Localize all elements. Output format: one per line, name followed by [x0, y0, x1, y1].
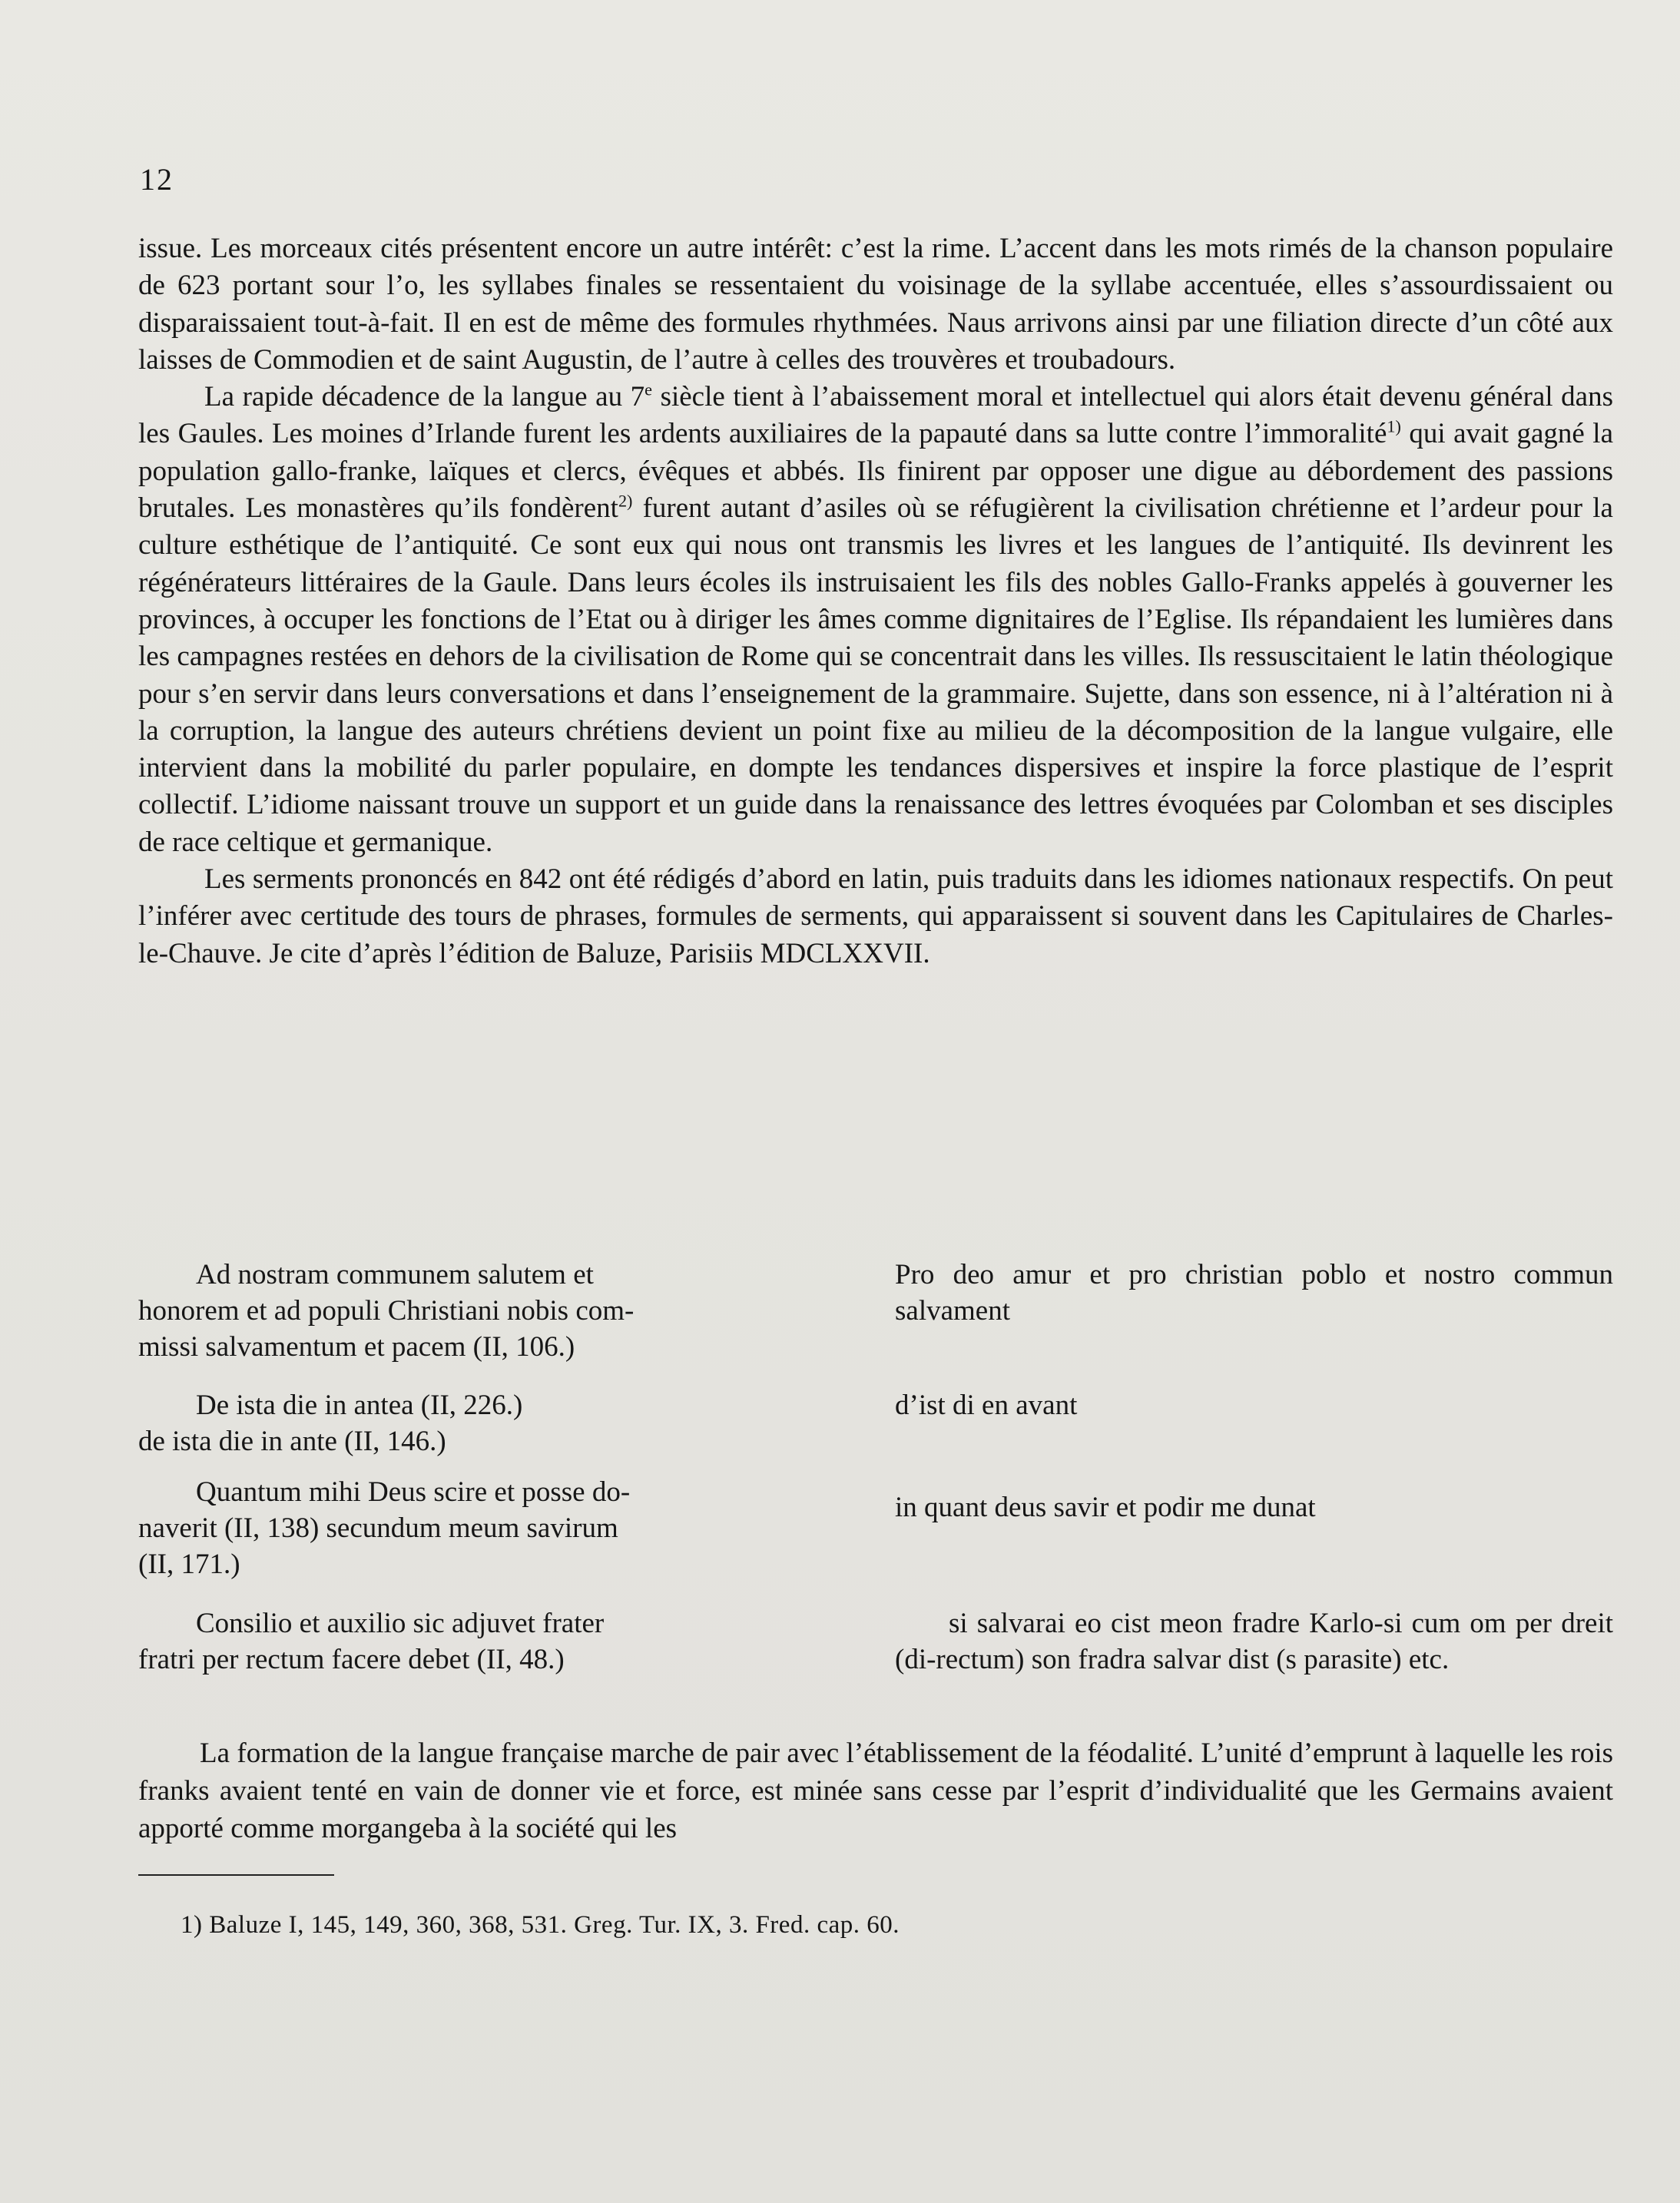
latin-line: honorem et ad populi Christiani nobis com-	[138, 1295, 635, 1327]
page-number: 12	[140, 162, 174, 197]
footnote-divider	[138, 1874, 334, 1876]
superscript: e	[644, 379, 652, 399]
text-segment: siècle tient à l’abaissement moral et intellectuel qui alors était devenu général dans les Gaules. Les moines d’Irlande furent les ardents auxiliaires de la papauté dans sa lutte contre l’immoralité	[138, 381, 1613, 450]
footnote-ref: 1)	[1387, 417, 1401, 437]
latin-line: De ista die in antea (II, 226.)	[196, 1390, 523, 1421]
main-text	[138, 230, 1613, 972]
latin-column	[138, 1605, 837, 1678]
latin-line: Consilio et auxilio sic adjuvet frater	[196, 1608, 605, 1639]
paragraph-serments: Les serments prononcés en 842 ont été rédigés d’abord en latin, puis traduits dans les idiomes nationaux respectifs. On peut l’inférer avec certitude des tours de phrases, formules de serments, qui apparaissent si souvent dans les Capitulaires de Charles-le-Chauve. Je cite d’après l’édition de Baluze, Parisiis MDCLXXVII.	[138, 863, 1613, 969]
french-column: d’ist di en avant	[895, 1390, 1078, 1421]
closing-paragraph	[138, 1734, 1613, 1847]
latin-column	[138, 1387, 837, 1459]
footnote: 1) Baluze I, 145, 149, 360, 368, 531. Greg. Tur. IX, 3. Fred. cap. 60.	[181, 1911, 900, 1939]
paragraph-decadence	[138, 379, 1613, 861]
latin-line: (II, 171.)	[138, 1549, 240, 1580]
latin-line: Ad nostram communem salutem et	[196, 1259, 594, 1290]
latin-line: fratri per rectum facere debet (II, 48.)	[138, 1644, 565, 1675]
footnote-ref: 2)	[618, 491, 633, 511]
paragraph-rime: issue. Les morceaux cités présentent encore un autre intérêt: c’est la rime. L’accent dans les mots rimés de la chanson populaire de 623 portant sour l’o, les syllabes finales se ressentaient du voisinage de la syllabe accentuée, elles s’assourdissaient ou disparaissaient tout-à-fait. Il en est de même des formules rhythmées. Naus arrivons ainsi par une filiation directe d’un côté aux laisses de Commodien et de saint Augustin, de l’autre à celles des trouvères et troubadours.	[138, 233, 1613, 376]
text-segment: furent autant d’asiles où se réfugièrent la civilisation chrétienne et l’ardeur pour la culture esthétique de l’antiquité. Ce sont eux qui nous ont transmis les livres et les langues de l’antiquité. Ils devinrent les régénérateurs littéraires de la Gaule. Dans leurs écoles ils instruisaient les fils des nobles Gallo-Franks appelés à gouverner les provinces, à occuper les fonctions de l’Etat ou à diriger les âmes comme dignitaires de l’Eglise. Ils répandaient les lumières dans les campagnes restées en dehors de la civilisation de Rome qui se concentrait dans les villes. Ils ressuscitaient le latin théologique pour s’en servir dans leurs conversations et dans l’enseignement de la grammaire. Sujette, dans son essence, ni à l’altération ni à la corruption, la langue des auteurs chrétiens devient un point fixe au milieu de la décomposition de la langue vulgaire, elle intervient dans la mobilité du parler populaire, en dompte les tendances dispersives et inspire la force plastique de l’esprit collectif. L’idiome naissant trouve un support et un guide dans la renaissance des lettres évoquées par Colomban et ses disciples de race celtique et germanique.	[138, 492, 1613, 858]
latin-line: de ista die in ante (II, 146.)	[138, 1426, 446, 1457]
latin-line: Quantum mihi Deus scire et posse do-	[196, 1476, 631, 1508]
french-column: Pro deo amur et pro christian poblo et nostro commun salvament	[895, 1259, 1613, 1327]
french-column: si salvarai eo cist meon fradre Karlo-si cum om per dreit (di-rectum) son fradra salvar dist (s parasite) etc.	[895, 1608, 1613, 1675]
latin-line: missi salvamentum et pacem (II, 106.)	[138, 1331, 575, 1363]
latin-column	[138, 1474, 837, 1582]
latin-column	[138, 1257, 837, 1365]
paragraph-feodalite: La formation de la langue française marche de pair avec l’établissement de la féodalité. L’unité d’emprunt à laquelle les rois franks avaient tenté en vain de donner vie et force, est minée sans cesse par l’esprit d’individualité que les Germains avaient apporté comme morgangeba à la société qui les	[138, 1738, 1613, 1844]
latin-line: naverit (II, 138) secundum meum savirum	[138, 1512, 618, 1544]
text-segment: qui avait gagné la population gallo-franke, laïques et clercs, évêques et abbés. Ils finirent par opposer une digue au débordement des passions brutales. Les monastères qu’ils fondèrent	[138, 418, 1613, 525]
french-column: in quant deus savir et podir me dunat	[895, 1492, 1316, 1523]
text-segment: La rapide décadence de la langue au 7	[204, 381, 645, 413]
